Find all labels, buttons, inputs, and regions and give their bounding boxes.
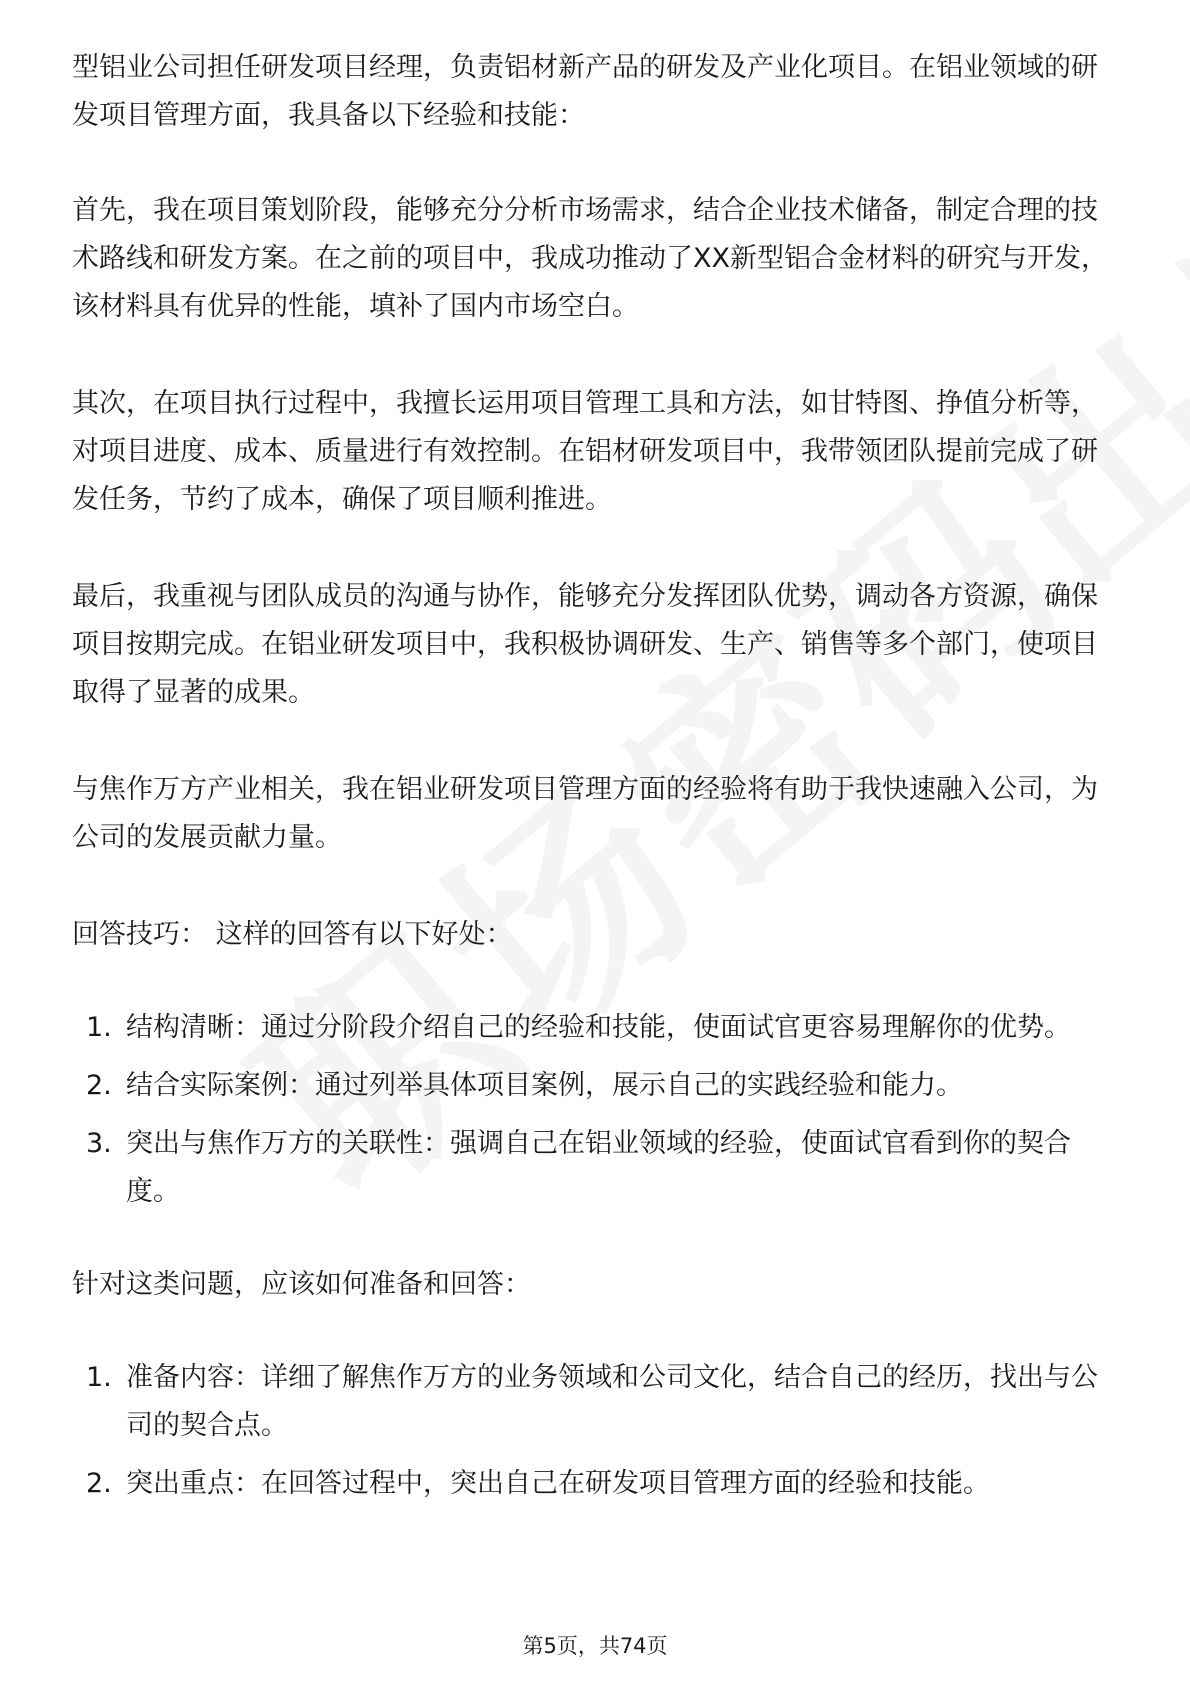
list-number: 3. bbox=[86, 1128, 112, 1159]
tips-list bbox=[72, 1004, 1122, 1216]
page-number-footer: 第5页，共74页 bbox=[522, 1634, 668, 1658]
list-item-text: 突出与焦作万方的关联性：强调自己在铝业领域的经验，使面试官看到你的契合度。 bbox=[126, 1128, 1071, 1207]
list-item bbox=[72, 1354, 1122, 1450]
paragraph-intro: 型铝业公司担任研发项目经理，负责铝材新产品的研发及产业化项目。在铝业领域的研发项目管理方面，我具备以下经验和技能： bbox=[72, 52, 1098, 131]
paragraph-communication: 最后，我重视与团队成员的沟通与协作，能够充分发挥团队优势，调动各方资源，确保项目按期完成。在铝业研发项目中，我积极协调研发、生产、销售等多个部门，使项目取得了显著的成果。 bbox=[72, 581, 1098, 708]
paragraph-relevance: 与焦作万方产业相关，我在铝业研发项目管理方面的经验将有助于我快速融入公司，为公司的发展贡献力量。 bbox=[72, 774, 1098, 853]
list-item bbox=[72, 1004, 1122, 1052]
prep-list bbox=[72, 1354, 1122, 1508]
list-number: 1. bbox=[86, 1362, 112, 1393]
paragraph-planning: 首先，我在项目策划阶段，能够充分分析市场需求，结合企业技术储备，制定合理的技术路线和研发方案。在之前的项目中，我成功推动了XX新型铝合金材料的研究与开发，该材料具有优异的性能，填补了国内市场空白。 bbox=[72, 195, 1108, 322]
list-number: 2. bbox=[86, 1070, 112, 1101]
prep-heading: 针对这类问题，应该如何准备和回答： bbox=[72, 1269, 531, 1300]
list-item bbox=[72, 1460, 1122, 1508]
list-item-text: 准备内容：详细了解焦作万方的业务领域和公司文化，结合自己的经历，找出与公司的契合点。 bbox=[126, 1362, 1098, 1441]
list-number: 1. bbox=[86, 1012, 112, 1043]
tips-heading: 回答技巧： 这样的回答有以下好处： bbox=[72, 919, 513, 950]
page-content bbox=[72, 44, 1122, 1553]
list-number: 2. bbox=[86, 1468, 112, 1499]
paragraph-execution: 其次，在项目执行过程中，我擅长运用项目管理工具和方法，如甘特图、挣值分析等，对项目进度、成本、质量进行有效控制。在铝材研发项目中，我带领团队提前完成了研发任务，节约了成本，确保了项目顺利推进。 bbox=[72, 388, 1098, 515]
list-item bbox=[72, 1120, 1122, 1216]
list-item-text: 结合实际案例：通过列举具体项目案例，展示自己的实践经验和能力。 bbox=[126, 1070, 963, 1101]
list-item bbox=[72, 1062, 1122, 1110]
list-item-text: 突出重点：在回答过程中，突出自己在研发项目管理方面的经验和技能。 bbox=[126, 1468, 990, 1499]
list-item-text: 结构清晰：通过分阶段介绍自己的经验和技能，使面试官更容易理解你的优势。 bbox=[126, 1012, 1071, 1043]
